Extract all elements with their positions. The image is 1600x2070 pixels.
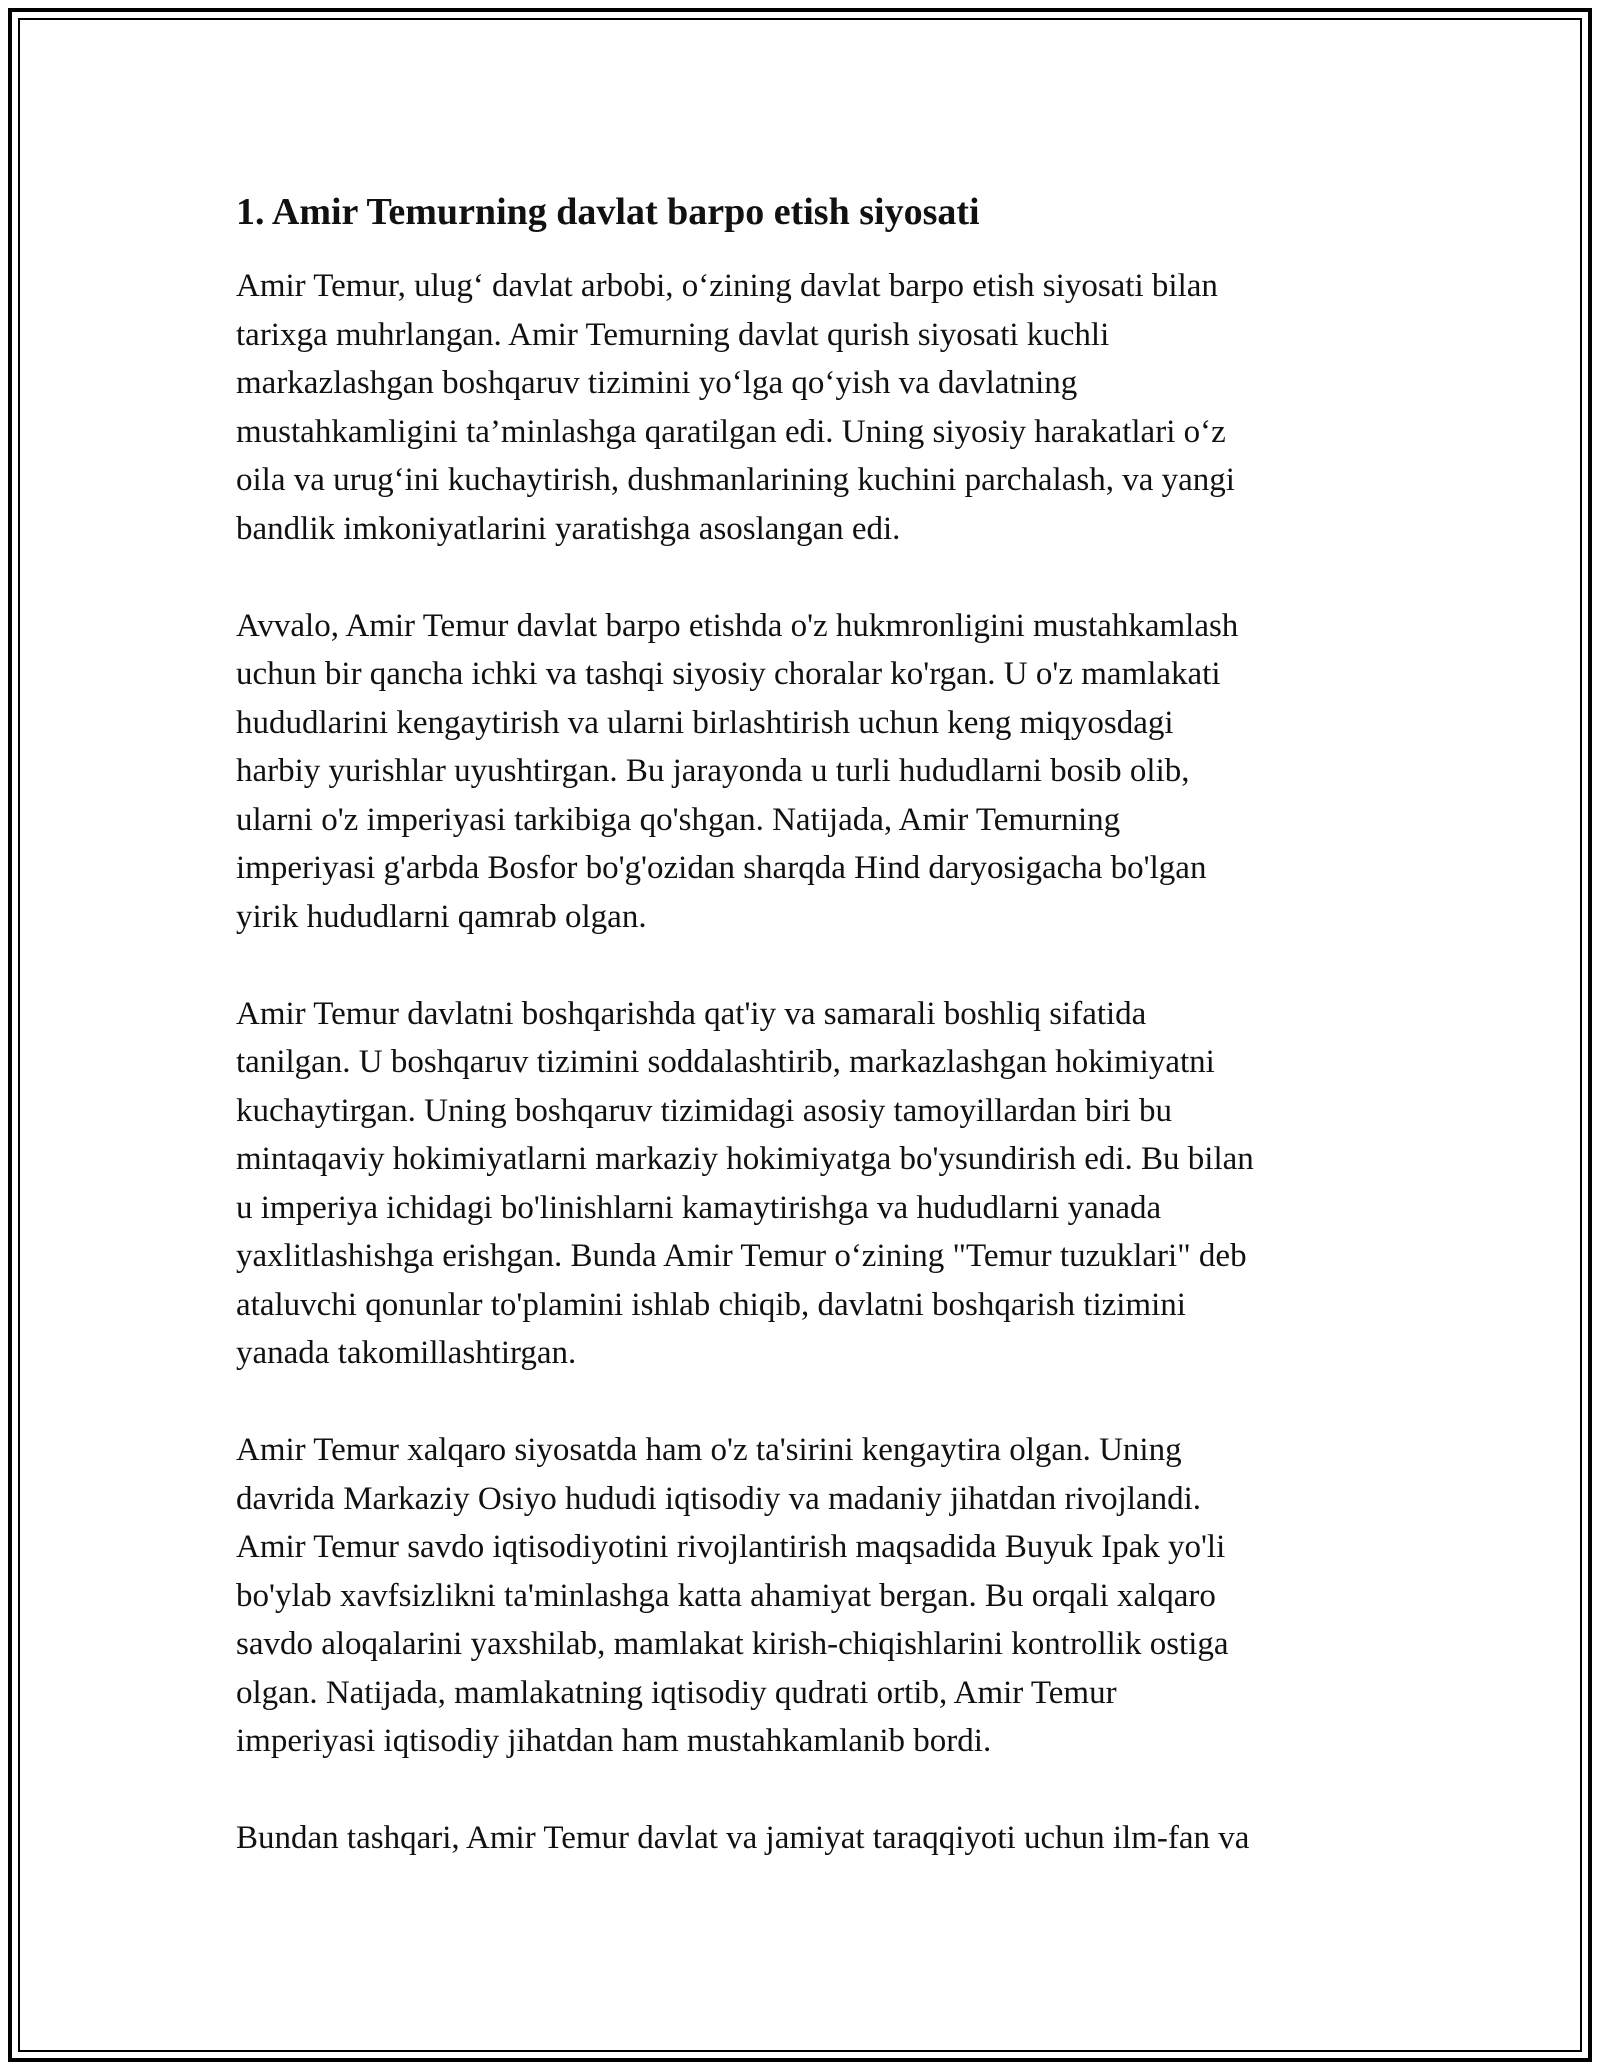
paragraph-2: [236, 602, 1378, 942]
text-line: kuchaytirgan. Uning boshqaruv tizimidagi asosiy tamoyillardan biri bu: [236, 1092, 1173, 1129]
text-line: tarixga muhrlangan. Amir Temurning davlat qurish siyosati kuchli: [236, 316, 1110, 353]
document-content: [236, 186, 1378, 1911]
document-body: [236, 262, 1378, 1863]
text-line: bo'ylab xavfsizlikni ta'minlashga katta ahamiyat bergan. Bu orqali xalqaro: [236, 1577, 1216, 1614]
text-line: davrida Markaziy Osiyo hududi iqtisodiy va madaniy jihatdan rivojlandi.: [236, 1480, 1202, 1517]
text-line: yirik hududlarni qamrab olgan.: [236, 898, 647, 935]
paragraph-1: [236, 262, 1378, 553]
text-line: Avvalo, Amir Temur davlat barpo etishda o'z hukmronligini mustahkamlash: [236, 607, 1239, 644]
text-line: markazlashgan boshqaruv tizimini yo‘lga qo‘yish va davlatning: [236, 365, 1078, 401]
text-line: savdo aloqalarini yaxshilab, mamlakat kirish-chiqishlarini kontrollik ostiga: [236, 1626, 1229, 1662]
text-line: Amir Temur savdo iqtisodiyotini rivojlantirish maqsadida Buyuk Ipak yo'li: [236, 1529, 1226, 1565]
text-line: hududlarini kengaytirish va ularni birlashtirish uchun keng miqyosdagi: [236, 704, 1174, 741]
text-line: yanada takomillashtirgan.: [236, 1335, 577, 1371]
text-line: mustahkamligini ta’minlashga qaratilgan edi. Uning siyosiy harakatlari o‘z: [236, 413, 1226, 450]
text-line: Amir Temur, ulug‘ davlat arbobi, o‘zining davlat barpo etish siyosati bilan: [236, 268, 1218, 304]
text-line: imperiyasi g'arbda Bosfor bo'g'ozidan sharqda Hind daryosigacha bo'lgan: [236, 850, 1207, 886]
paragraph-4: [236, 1426, 1378, 1766]
text-line: mintaqaviy hokimiyatlarni markaziy hokimiyatga bo'ysundirish edi. Bu bilan: [236, 1141, 1254, 1177]
text-line: oila va urug‘ini kuchaytirish, dushmanlarining kuchini parchalash, va yangi: [236, 462, 1235, 498]
text-line: bandlik imkoniyatlarini yaratishga asoslangan edi.: [236, 510, 901, 547]
text-line: olgan. Natijada, mamlakatning iqtisodiy qudrati ortib, Amir Temur: [236, 1674, 1117, 1711]
text-line: Amir Temur xalqaro siyosatda ham o'z ta'sirini kengaytira olgan. Uning: [236, 1432, 1182, 1468]
text-line: harbiy yurishlar uyushtirgan. Bu jarayonda u turli hududlarni bosib olib,: [236, 753, 1190, 789]
text-line: ularni o'z imperiyasi tarkibiga qo'shgan. Natijada, Amir Temurning: [236, 801, 1121, 838]
text-line: u imperiya ichidagi bo'linishlarni kamaytirishga va hududlarni yanada: [236, 1189, 1162, 1226]
section-heading: 1. Amir Temurning davlat barpo etish siyosati: [236, 191, 980, 233]
text-line: uchun bir qancha ichki va tashqi siyosiy choralar ko'rgan. U o'z mamlakati: [236, 656, 1221, 692]
paragraph-3: [236, 990, 1378, 1378]
text-line: tanilgan. U boshqaruv tizimini soddalashtirib, markazlashgan hokimiyatni: [236, 1044, 1215, 1080]
text-line: Amir Temur davlatni boshqarishda qat'iy va samarali boshliq sifatida: [236, 995, 1147, 1032]
text-line: imperiyasi iqtisodiy jihatdan ham mustahkamlanib bordi.: [236, 1723, 992, 1759]
text-line: ataluvchi qonunlar to'plamini ishlab chiqib, davlatni boshqarish tizimini: [236, 1286, 1186, 1323]
paragraph-5: [236, 1814, 1378, 1863]
text-line: yaxlitlashishga erishgan. Bunda Amir Temur o‘zining "Temur tuzuklari" deb: [236, 1238, 1247, 1274]
text-line: Bundan tashqari, Amir Temur davlat va jamiyat taraqqiyoti uchun ilm-fan va: [236, 1820, 1250, 1856]
